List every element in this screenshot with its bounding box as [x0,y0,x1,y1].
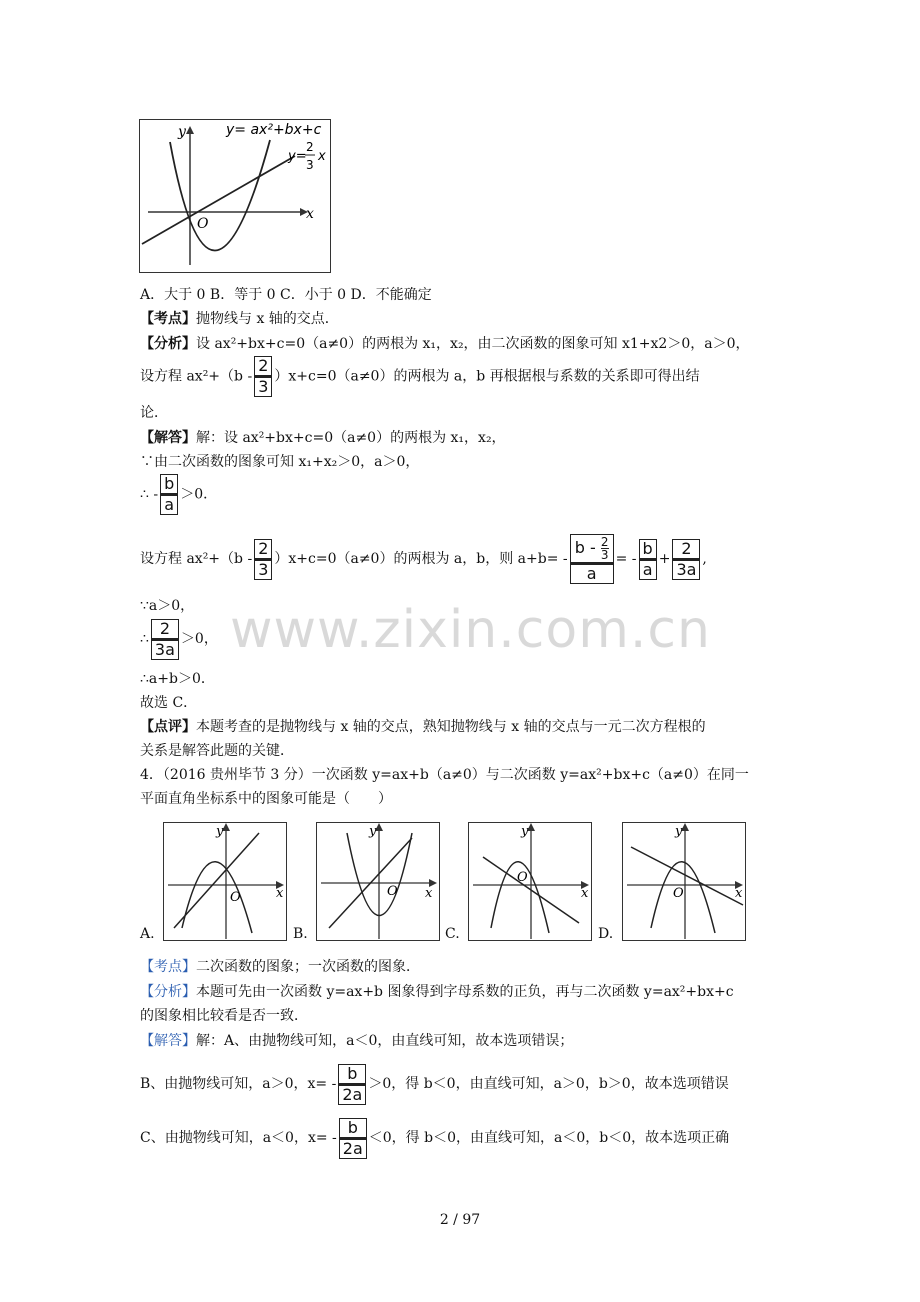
axis-x-label: x [735,886,743,901]
choice-b-graph[interactable] [316,822,440,941]
graph-a-svg [164,823,286,940]
y-axis-arrow [186,126,194,134]
dianping-b: 关系是解答此题的关键． [140,743,294,759]
jieda-2-b-post: ＞0，得 b＜0，由直线可知，a＞0，b＞0，故本选项错误 [368,1076,729,1092]
fraction-num: b [160,474,178,494]
page-number: 2 / 97 [439,1212,481,1228]
fraction-den: 2a [338,1084,366,1105]
jieda-2-tag: 【解答】 [140,1033,196,1049]
jieda-1-a-text: 解：设 ax²+bx+c=0（a≠0）的两根为 x₁，x₂， [196,430,506,446]
jieda-1-d-mid: ）x+c=0（a≠0）的两根为 a，b，则 a+b= - [274,551,568,567]
jieda-1-c-pre: ∴ - [140,486,159,503]
jieda-2-c-post: ＜0，得 b＜0，由直线可知，a＜0，b＜0，故本选项正确 [368,1130,730,1146]
jieda-2-b [140,1056,729,1112]
fraction-2-3 [254,356,272,397]
jieda-1-c [140,474,217,515]
choice-c-letter: C. [445,926,460,942]
fenxi-1-tag: 【分析】 [140,336,196,352]
origin-label: O [230,890,241,905]
fraction-den: a [160,494,178,515]
fraction-b-2a [339,1118,367,1159]
fenxi-1-a [140,335,750,353]
fenxi-2-a [140,983,734,1001]
fraction-inner [601,536,609,561]
kaodian-1-tag: 【考点】 [140,311,196,327]
fraction-den: 3a [672,559,700,580]
fenxi-1-c: 论． [140,405,168,421]
jieda-2-a [140,1032,573,1050]
fenxi-1-a-text: 设 ax²+bx+c=0（a≠0）的两根为 x₁，x₂，由二次函数的图象可知 x1+x2＞0，a＞0， [196,336,750,352]
choice-a-letter: A. [140,926,155,942]
fraction-num: 2 [254,356,272,376]
jieda-1-d [140,530,707,588]
fraction-num: b [338,1064,366,1084]
choice-d-graph[interactable] [622,822,746,941]
question-4-a: 4．（2016 贵州毕节 3 分）一次函数 y=ax+b（a≠0）与二次函数 y=ax²+bx+c（a≠0）在同一 [140,767,749,783]
fig1-y-label: y [178,124,186,140]
parabola-line-graph [140,120,330,272]
origin-label: O [673,886,684,901]
fraction-b-a [160,474,178,515]
jieda-1-d-eq: = - [615,551,637,567]
choice-a-graph[interactable] [163,822,287,941]
origin-label: O [517,870,528,885]
fraction-big [570,534,614,584]
fraction-num: 2 [672,539,700,559]
line-label-post: x [318,149,326,164]
jieda-1-g: ∴a+b＞0． [140,671,215,687]
fenxi-1-b-post: ）x+c=0（a≠0）的两根为 a，b 再根据根与系数的关系即可得出结 [274,368,700,385]
graph-d-svg [623,823,745,940]
fraction-num: 2 [151,619,179,639]
kaodian-1-text: 抛物线与 x 轴的交点． [196,311,339,327]
jieda-1-f [140,618,218,660]
fraction-big-den: a [570,563,614,584]
fraction-num: b [639,539,657,559]
line-label-den: 3 [306,158,314,172]
jieda-2-a-text: 解：A、由抛物线可知，a＜0，由直线可知，故本选项错误； [196,1033,574,1049]
line-label-pre: y= [288,149,307,164]
jieda-2-c-pre: C、由抛物线可知，a＜0，x= - [140,1130,337,1146]
jieda-1-d-plus: + [658,551,671,567]
kaodian-2-text: 二次函数的图象；一次函数的图象． [196,959,420,975]
jieda-1-a [140,429,506,447]
axis-y-label: y [369,824,377,839]
dianping-a-text: 本题考查的是抛物线与 x 轴的交点，熟知抛物线与 x 轴的交点与一元二次方程根的 [196,719,706,735]
choice-d-letter: D. [598,926,614,942]
curve-label: y= ax²+bx+c [226,122,322,138]
axis-x-label: x [276,886,284,901]
fig1-origin-label: O [197,216,209,232]
choice-c-graph[interactable] [468,822,592,941]
fraction-den: 3 [254,376,272,397]
jieda-1-h: 故选 C． [140,695,198,711]
axis-y-label: y [216,824,224,839]
fraction-big-num [570,534,614,563]
kaodian-2-tag: 【考点】 [140,959,196,975]
origin-label: O [387,884,398,899]
fraction-b-2a [338,1064,366,1105]
fraction-inner-den: 3 [600,548,609,562]
line-curve [142,156,295,244]
fraction-num: b [339,1118,367,1138]
jieda-2-b-pre: B、由抛物线可知，a＞0，x= - [140,1076,337,1092]
fraction-2-3a [151,619,179,660]
kaodian-2 [140,958,420,976]
fraction-den: 3a [151,639,179,660]
dianping-tag: 【点评】 [140,719,196,735]
axis-x-label: x [425,886,433,901]
jieda-1-b: ∵由二次函数的图象可知 x₁+x₂＞0，a＞0， [140,454,420,470]
jieda-1-f-pre: ∴ [140,631,149,647]
fraction-num: 2 [254,539,272,559]
parabola-curve [170,140,270,251]
axis-y-label: y [521,824,529,839]
line-label-num: 2 [306,140,314,154]
fig1-x-label: x [306,206,314,222]
fraction-inner-num: 2 [600,535,609,549]
jieda-1-e: ∵a＞0， [140,598,195,614]
question-4-b: 平面直角坐标系中的图象可能是（ ） [140,791,392,807]
graph-b-svg [317,823,439,940]
watermark: www.zixin.com.cn [230,600,711,660]
fenxi-2-b: 的图象相比较看是否一致． [140,1008,308,1024]
jieda-1-tag: 【解答】 [140,430,196,446]
fraction-2-3a [672,539,700,580]
fraction-b-a [639,539,657,580]
fraction-den: a [639,559,657,580]
figure-parabola-line [139,119,331,273]
jieda-1-c-post: ＞0． [180,486,218,503]
kaodian-1 [140,310,339,328]
fenxi-2-tag: 【分析】 [140,984,196,1000]
axis-y-label: y [675,824,683,839]
fraction-den: 2a [339,1138,367,1159]
fenxi-1-b [140,356,700,397]
options-q3: A．大于 0 B．等于 0 C．小于 0 D．不能确定 [140,287,432,303]
fenxi-2-a-text: 本题可先由一次函数 y=ax+b 图象得到字母系数的正负，再与二次函数 y=ax²+bx+c [196,984,734,1000]
jieda-2-c [140,1110,729,1166]
jieda-1-d-pre: 设方程 ax²+（b - [140,551,253,567]
jieda-1-d-end: , [702,551,707,567]
fraction-big-b: b - [574,538,596,557]
jieda-1-f-post: ＞0， [180,631,218,647]
graph-c-svg [469,823,591,940]
dianping-a [140,718,706,736]
choice-b-letter: B. [293,926,308,942]
fraction-den: 3 [254,559,272,580]
fraction-2-3 [254,539,272,580]
axis-x-label: x [581,886,589,901]
fenxi-1-b-pre: 设方程 ax²+（b - [140,368,253,385]
